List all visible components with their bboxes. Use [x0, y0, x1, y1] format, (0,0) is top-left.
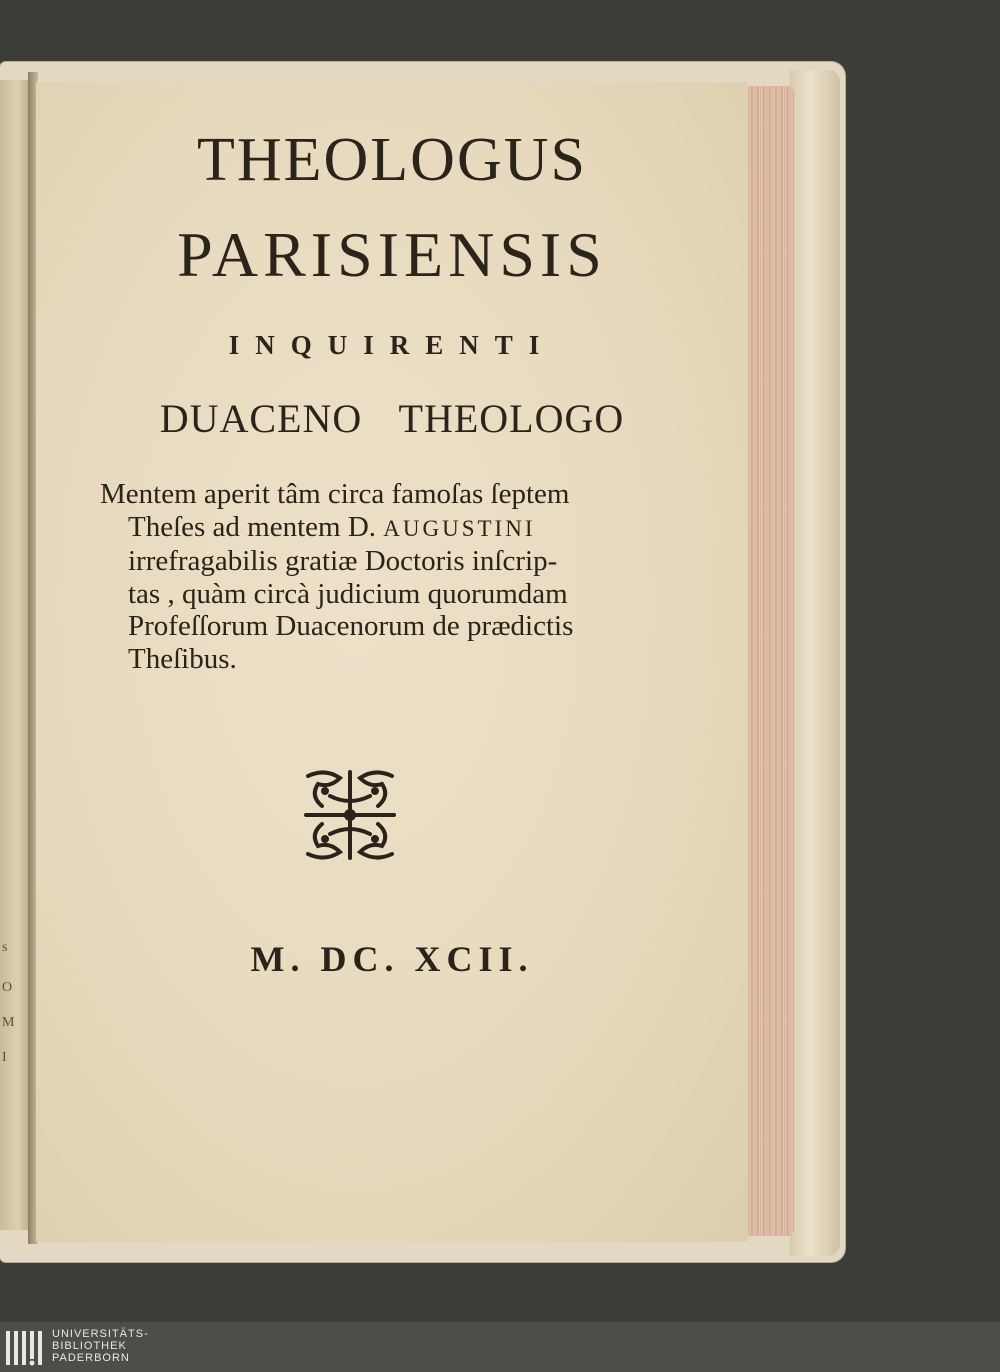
- book-cover-edge: [790, 70, 840, 1256]
- facing-page-mark: M: [2, 1015, 15, 1030]
- subtitle-paragraph: [100, 478, 660, 675]
- library-name-line: PADERBORN: [52, 1352, 130, 1364]
- library-name-line: BIBLIOTHEK: [52, 1340, 127, 1352]
- subtitle-line: Mentem aperit tâm circa famoſas ſeptem: [100, 478, 570, 510]
- facing-page-edge: [0, 80, 30, 1230]
- imprint-date: M. DC. XCII.: [250, 939, 534, 979]
- subtitle-line: Profeſſorum Duacenorum de prædictis: [128, 610, 574, 642]
- title-line-2: PARISIENSIS: [177, 219, 607, 290]
- library-logo-icon: [6, 1329, 46, 1367]
- page-edges: [742, 86, 794, 1236]
- library-name: [52, 1328, 149, 1364]
- title-line-4: DUACENO THEOLOGO: [159, 396, 625, 441]
- subtitle-line: [100, 511, 660, 546]
- facing-page-mark: s: [2, 940, 8, 955]
- title-line-1: THEOLOGUS: [197, 126, 587, 194]
- library-footer: [0, 1322, 1000, 1372]
- facing-page-mark: O: [2, 980, 13, 995]
- subtitle-line-part: Theſes ad mentem D.: [128, 510, 377, 543]
- subtitle-smallcaps: AUGUSTINI: [383, 515, 536, 541]
- title-line-3: INQUIRENTI: [228, 330, 556, 360]
- subtitle-line: tas , quàm circà judicium quorumdam: [128, 577, 568, 610]
- subtitle-line: irrefragabilis gratiæ Doctoris inſcrip-: [128, 545, 558, 577]
- printer-ornament-icon: [300, 766, 400, 864]
- subtitle-line: Theſibus.: [128, 642, 237, 675]
- library-name-line: UNIVERSITÄTS-: [52, 1328, 149, 1340]
- facing-page-mark: I: [2, 1050, 7, 1065]
